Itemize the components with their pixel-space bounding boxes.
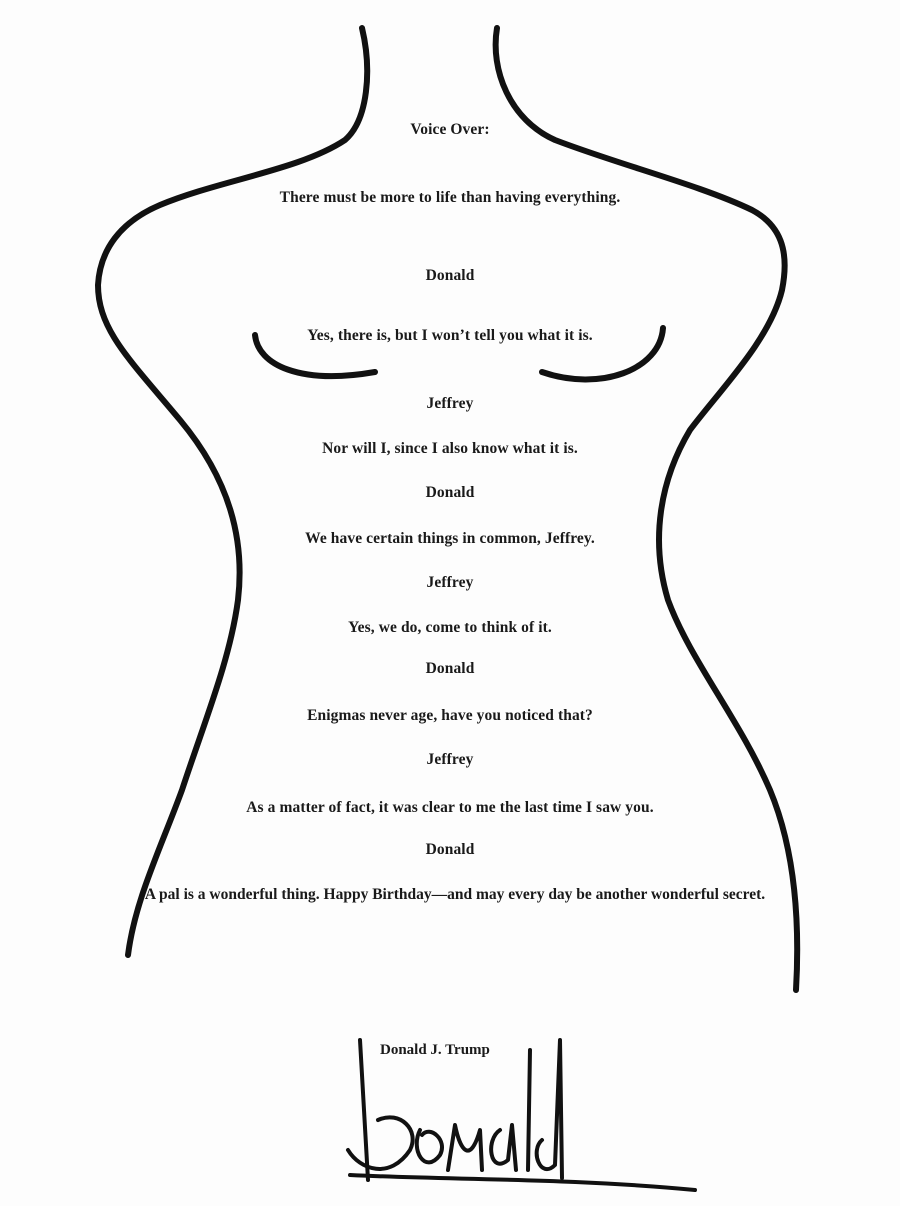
- dialogue-line: There must be more to life than having everything.: [279, 189, 621, 206]
- signer-name: Donald J. Trump: [380, 1042, 490, 1058]
- speaker-label: Jeffrey: [426, 574, 474, 591]
- closing-message: A pal is a wonderful thing. Happy Birthday—and may every day be another wonderful secret.: [144, 886, 766, 903]
- speaker-label: Donald: [425, 660, 475, 677]
- dialogue-line: We have certain things in common, Jeffrey.: [305, 530, 595, 547]
- speaker-label: Donald: [425, 484, 475, 501]
- dialogue-line: Yes, there is, but I won’t tell you what it is.: [307, 327, 593, 344]
- voice-over-heading: Voice Over:: [410, 121, 490, 138]
- dialogue-line: As a matter of fact, it was clear to me the last time I saw you.: [246, 799, 654, 816]
- dialogue-line: Yes, we do, come to think of it.: [348, 619, 552, 636]
- speaker-label: Jeffrey: [426, 395, 474, 412]
- speaker-label: Jeffrey: [426, 751, 474, 768]
- speaker-label: Donald: [425, 267, 475, 284]
- dialogue-line: Nor will I, since I also know what it is.: [322, 440, 578, 457]
- dialogue-line: Enigmas never age, have you noticed that?: [307, 707, 593, 724]
- speaker-label: Donald: [425, 841, 475, 858]
- handwritten-signature: [330, 1030, 710, 1200]
